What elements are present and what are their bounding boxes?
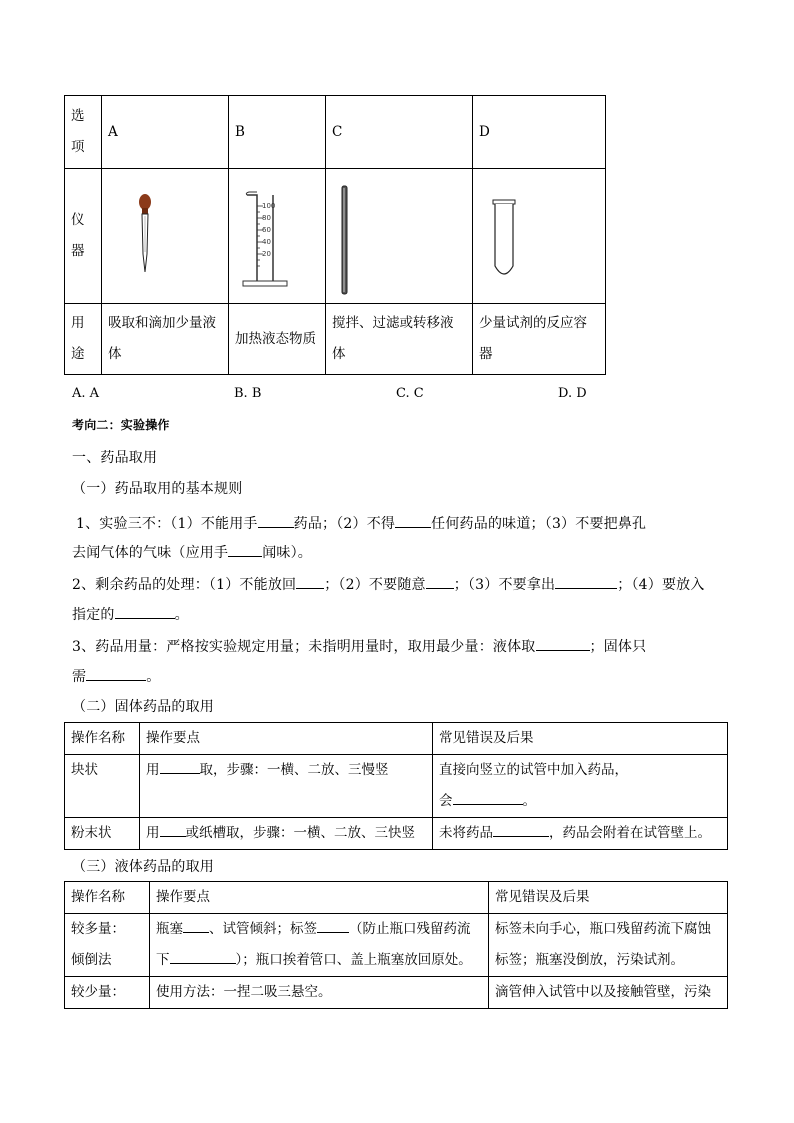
solid-block-name: 块状 — [65, 755, 140, 818]
option-letter-a: A — [102, 96, 229, 169]
question-table — [64, 95, 606, 375]
liquid-pour-point: 瓶塞 、试管倾斜；标签 （防止瓶口残留药流 下 ）；瓶口挨着管口、盖上瓶塞放回原处。 — [150, 914, 489, 977]
cylinder-tick-80: 80 — [262, 214, 271, 222]
row-label-instrument: 仪 器 — [65, 169, 102, 304]
row-label-usage: 用 途 — [65, 304, 102, 375]
liquid-header-error: 常见错误及后果 — [489, 882, 728, 914]
rule2-line1: 2、剩余药品的处理：（1）不能放回 ；（2）不要随意 ；（3）不要拿出 ；（4）要放入 — [72, 572, 705, 594]
option-letter-b: B — [229, 96, 326, 169]
blank[interactable] — [258, 511, 294, 528]
instrument-cell-b — [229, 169, 326, 304]
instrument-cell-d — [473, 169, 606, 304]
blank[interactable] — [160, 820, 186, 837]
cylinder-tick-20: 20 — [262, 250, 271, 258]
solid-block-point: 用 取，步骤：一横、二放、三慢竖 — [140, 755, 433, 818]
solid-header-error: 常见错误及后果 — [433, 723, 728, 755]
cylinder-tick-100: 100 — [262, 202, 276, 210]
glass-rod-icon — [330, 176, 370, 296]
solid-powder-error: 未将药品 ，药品会附着在试管壁上。 — [433, 818, 728, 850]
test-tube-icon — [481, 186, 531, 286]
liquid-dropper-error: 滴管伸入试管中以及接触管壁，污染 — [489, 977, 728, 1009]
solid-heading: （二）固体药品的取用 — [72, 699, 214, 715]
instrument-cell-a — [102, 169, 229, 304]
blank[interactable] — [170, 947, 236, 964]
solid-header-point: 操作要点 — [140, 723, 433, 755]
liquid-pour-error: 标签未向手心，瓶口残留药流下腐蚀标签；瓶塞没倒放，污染试剂。 — [489, 914, 728, 977]
liquid-pour-name: 较多量： 倾倒法 — [65, 914, 150, 977]
rule1-line2: 去闻气体的气味（应用手 闻味）。 — [72, 540, 312, 562]
blank[interactable] — [555, 572, 617, 589]
rule1-line1: 1、实验三不：（1）不能用手 药品；（2）不得 任何药品的味道；（3）不要把鼻孔 — [76, 511, 646, 533]
solid-table — [64, 722, 728, 850]
blank[interactable] — [317, 916, 349, 933]
usage-a: 吸取和滴加少量液体 — [102, 304, 229, 375]
liquid-heading: （三）液体药品的取用 — [72, 859, 214, 875]
option-letter-c: C — [326, 96, 473, 169]
blank[interactable] — [228, 540, 262, 557]
usage-b: 加热液态物质 — [229, 304, 326, 375]
blank[interactable] — [183, 916, 209, 933]
solid-powder-name: 粉末状 — [65, 818, 140, 850]
usage-c: 搅拌、过滤或转移液体 — [326, 304, 473, 375]
blank[interactable] — [395, 511, 431, 528]
solid-block-error: 直接向竖立的试管中加入药品， 会 。 — [433, 755, 728, 818]
liquid-header-name: 操作名称 — [65, 882, 150, 914]
rule2-line2: 指定的 。 — [72, 602, 189, 624]
dropper-icon — [120, 186, 170, 286]
row-label-option: 选 项 — [65, 96, 102, 169]
graduated-cylinder-icon — [233, 181, 317, 291]
option-letter-d: D — [473, 96, 606, 169]
cylinder-tick-40: 40 — [262, 238, 271, 246]
rules-heading: （一）药品取用的基本规则 — [72, 481, 243, 497]
solid-powder-point: 用 或纸槽取，步骤：一横、二放、三快竖 — [140, 818, 433, 850]
answer-option-a[interactable]: A. A — [72, 386, 100, 401]
answer-option-b[interactable]: B. B — [234, 386, 262, 401]
subtitle: 一、药品取用 — [72, 450, 158, 466]
blank[interactable] — [426, 572, 454, 589]
usage-d: 少量试剂的反应容器 — [473, 304, 606, 375]
liquid-table — [64, 881, 728, 1009]
blank[interactable] — [453, 788, 523, 805]
blank[interactable] — [115, 602, 175, 619]
blank[interactable] — [536, 634, 590, 651]
blank[interactable] — [296, 572, 324, 589]
answer-option-c[interactable]: C. C — [396, 386, 424, 401]
blank[interactable] — [493, 820, 549, 837]
rule3-line2: 需 。 — [72, 664, 160, 686]
blank[interactable] — [86, 664, 146, 681]
cylinder-tick-60: 60 — [262, 226, 271, 234]
answer-option-d[interactable]: D. D — [558, 386, 587, 401]
rule3-line1: 3、药品用量：严格按实验规定用量；未指明用量时，取用最少量：液体取 ；固体只 — [72, 634, 646, 656]
liquid-dropper-name: 较少量： — [65, 977, 150, 1009]
instrument-cell-c — [326, 169, 473, 304]
liquid-header-point: 操作要点 — [150, 882, 489, 914]
liquid-dropper-point: 使用方法：一捏二吸三悬空。 — [150, 977, 489, 1009]
blank[interactable] — [160, 757, 200, 774]
solid-header-name: 操作名称 — [65, 723, 140, 755]
section-title: 考向二：实验操作 — [72, 418, 170, 432]
